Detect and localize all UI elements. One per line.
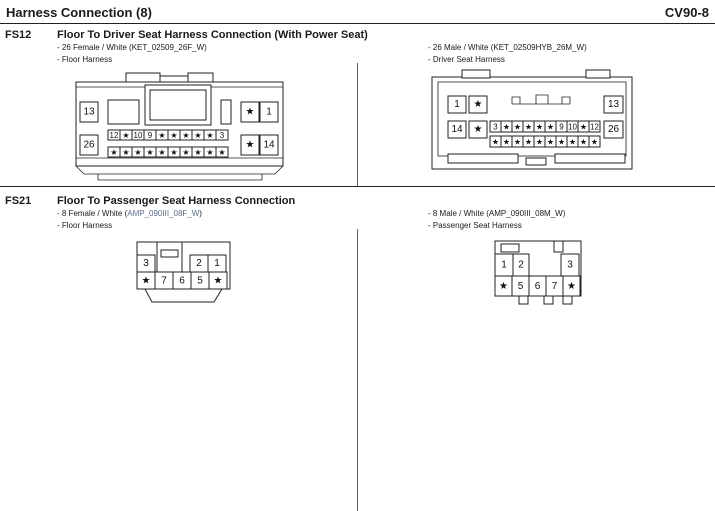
fs21m-label-2: 2 [518,259,524,271]
fs12f-label-13: 13 [83,106,95,118]
fs12-female-connector [76,73,283,180]
page-code: CV90-8 [664,5,709,20]
fs21m-bottom-pin-label: 5 [517,281,524,292]
fs12f-row2-pin-label: ★ [122,148,130,157]
fs21f-label-1: 1 [214,258,220,269]
fs12m-row1-pin-label: ★ [546,122,555,132]
fs21f-bottom-pin-label: 6 [179,275,185,287]
fs12f-row2-pin-label: ★ [170,148,178,157]
fs12f-row1-pin-label: ★ [194,131,202,140]
fs12m-row1-pin-label: 3 [493,122,498,132]
fs12f-row1-pin-label: ★ [158,131,166,140]
fs21f-bottom-pin-label: 7 [161,275,167,287]
fs12m-row1-pin-label: 9 [559,122,564,132]
fs12m-row2-pin-label: ★ [524,137,533,147]
fs12m-row1-pin-label: 10 [568,122,577,132]
fs12-female-spec: - 26 Female / White (KET_02509_26F_W) [57,43,207,52]
fs21-female-spec: - 8 Female / White (AMP_090III_08F_W) [57,209,202,218]
fs12f-row2-pin-label: ★ [110,148,118,157]
fs21m-bottom-pin-label: 7 [551,281,558,292]
fs12f-label-star-top: ★ [245,106,255,118]
fs21f-label-2: 2 [196,258,202,269]
fs12m-label-13: 13 [607,99,620,110]
fs12f-row2-pin-label: ★ [158,148,166,157]
fs12m-row2-pin-label: ★ [568,137,577,147]
fs12m-row2-pin-label: ★ [557,137,566,147]
fs12f-row2-pin-label: ★ [134,148,142,157]
fs12f-row2-pin-label: ★ [194,148,202,157]
fs12f-row1-pin-label: 9 [147,131,153,140]
fs21-code: FS21 [5,195,32,207]
fs12m-row2-pin-label: ★ [546,137,555,147]
fs12f-label-1: 1 [266,106,272,118]
fs12m-row2-pin-label: ★ [590,137,599,147]
fs12m-label-26: 26 [607,124,620,135]
fs12m-row1-pin-label: ★ [579,122,588,132]
fs12f-row2-pin-label: ★ [218,148,226,157]
fs12m-label-star-top: ★ [473,99,483,110]
fs12f-row2-pin-label: ★ [146,148,154,157]
fs12f-label-14: 14 [263,139,275,151]
fs21f-label-3: 3 [143,258,149,269]
fs12f-row1-pin-label: 3 [219,131,225,140]
fs12-male-harness: - Driver Seat Harness [428,55,505,64]
fs21-male-spec: - 8 Male / White (AMP_090III_08M_W) [428,209,566,218]
fs21m-label-3: 3 [567,259,573,271]
fs21m-bottom-pin-label: ★ [499,281,508,292]
fs12m-row2-pin-label: ★ [513,137,522,147]
fs12m-row2-pin-label: ★ [502,137,511,147]
fs12f-row1-pin-label: ★ [170,131,178,140]
fs12m-label-1: 1 [454,99,460,110]
fs12f-row1-pin-label: ★ [122,131,130,140]
fs21-male-connector [495,241,581,304]
fs21-female-harness: - Floor Harness [57,221,113,230]
fs12m-row2-pin-label: ★ [491,137,500,147]
fs21m-bottom-pin-label: 6 [534,281,541,292]
fs21m-label-1: 1 [501,259,507,271]
fs12m-row1-pin-label: ★ [513,122,522,132]
fs21-male-harness: - Passenger Seat Harness [428,221,522,230]
fs12m-row2-pin-label: ★ [579,137,588,147]
fs21-title: Floor To Passenger Seat Harness Connection [57,195,296,207]
fs12m-label-star-bottom: ★ [473,124,483,135]
fs12f-row1-pin-label: ★ [182,131,190,140]
fs12f-label-star-bottom: ★ [245,139,255,151]
fs12m-row1-pin-label: ★ [502,122,511,132]
fs12f-label-26: 26 [83,139,95,151]
fs12m-row1-pin-label: ★ [524,122,533,132]
fs12-female-harness: - Floor Harness [57,55,113,64]
fs12f-row1-pin-label: ★ [206,131,214,140]
fs21f-bottom-pin-label: 5 [197,275,203,287]
page-title: Harness Connection (8) [6,5,152,20]
fs21f-bottom-pin-label: ★ [213,275,223,287]
fs12-male-connector [432,70,632,169]
fs12-title: Floor To Driver Seat Harness Connection (With Power Seat) [57,29,368,41]
fs12-code: FS12 [5,29,32,41]
fs12-male-spec: - 26 Male / White (KET_02509HYB_26M_W) [428,43,587,52]
fs12f-row2-pin-label: ★ [206,148,214,157]
fs12f-row1-pin-label: 12 [109,131,119,140]
fs12f-row2-pin-label: ★ [182,148,190,157]
fs21f-bottom-pin-label: ★ [141,275,151,287]
fs12m-label-14: 14 [451,124,463,135]
fs21-female-connector [137,242,230,302]
fs12m-row1-pin-label: 12 [590,122,599,132]
fs12m-row1-pin-label: ★ [535,122,544,132]
fs12m-row2-pin-label: ★ [535,137,544,147]
fs12f-row1-pin-label: 10 [133,131,143,140]
fs21m-bottom-pin-label: ★ [567,281,576,292]
